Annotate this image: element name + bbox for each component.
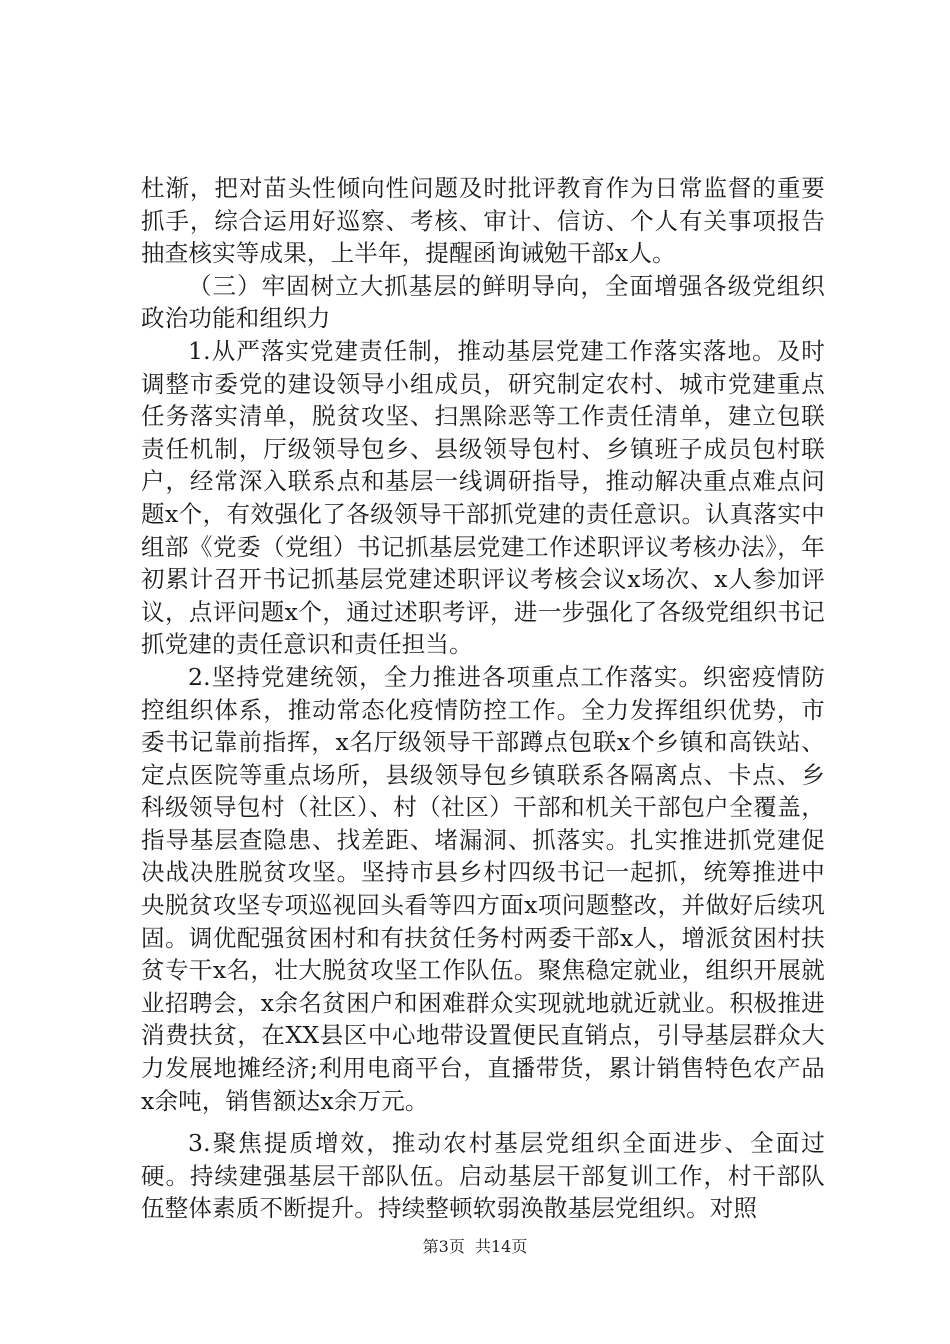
paragraph-item-1: 1.从严落实党建责任制，推动基层党建工作落实落地。及时调整市委党的建设领导小组成员，研究制定农村、城市党建重点任务落实清单，脱贫攻坚、扫黑除恶等工作责任清单，建立包联责任机制，厅级领导包乡、县级领导包村、乡镇班子成员包村联户，经常深入联系点和基层一线调研指导，推动解决重点难点问题x个，有效强化了各级领导干部抓党建的责任意识。认真落实中组部《党委（党组）书记抓基层党建工作述职评议考核办法》，年初累计召开书记抓基层党建述职评议考核会议x场次、x人参加评议，点评问题x个，通过述职考评，进一步强化了各级党组织书记抓党建的责任意识和责任担当。 bbox=[141, 336, 825, 659]
paragraph-item-2: 2.坚持党建统领，全力推进各项重点工作落实。织密疫情防控组织体系，推动常态化疫情防控工作。全力发挥组织优势，市委书记靠前指挥，x名厅级领导干部蹲点包联x个乡镇和高铁站、定点医院等重点场所，县级领导包乡镇联系各隔离点、卡点、乡科级领导包村（社区）、村（社区）干部和机关干部包户全覆盖，指导基层查隐患、找差距、堵漏洞、抓落实。扎实推进抓党建促决战决胜脱贫攻坚。坚持市县乡村四级书记一起抓，统筹推进中央脱贫攻坚专项巡视回头看等四方面x项问题整改，并做好后续巩固。调优配强贫困村和有扶贫任务村两委干部x人，增派贫困村扶贫专干x名，壮大脱贫攻坚工作队伍。聚焦稳定就业，组织开展就业招聘会，x余名贫困户和困难群众实现就地就近就业。积极推进消费扶贫，在XX县区中心地带设置便民直销点，引导基层群众大力发展地摊经济;利用电商平台，直播带货，累计销售特色农产品x余吨，销售额达x余万元。 bbox=[141, 662, 825, 1115]
document-body bbox=[141, 172, 825, 1225]
page-number-footer: 第3页 共14页 bbox=[422, 1237, 528, 1256]
paragraph-continuation: 杜渐，把对苗头性倾向性问题及时批评教育作为日常监督的重要抓手，综合运用好巡察、考核、审计、信访、个人有关事项报告抽查核实等成果，上半年，提醒函询诫勉干部x人。 bbox=[141, 174, 825, 268]
section-heading: （三）牢固树立大抓基层的鲜明导向，全面增强各级党组织政治功能和组织力 bbox=[141, 271, 825, 333]
paragraph-item-3: 3.聚焦提质增效，推动农村基层党组织全面进步、全面过硬。持续建强基层干部队伍。启动基层干部复训工作，村干部队伍整体素质不断提升。持续整顿软弱涣散基层党组织。对照 bbox=[141, 1129, 825, 1223]
